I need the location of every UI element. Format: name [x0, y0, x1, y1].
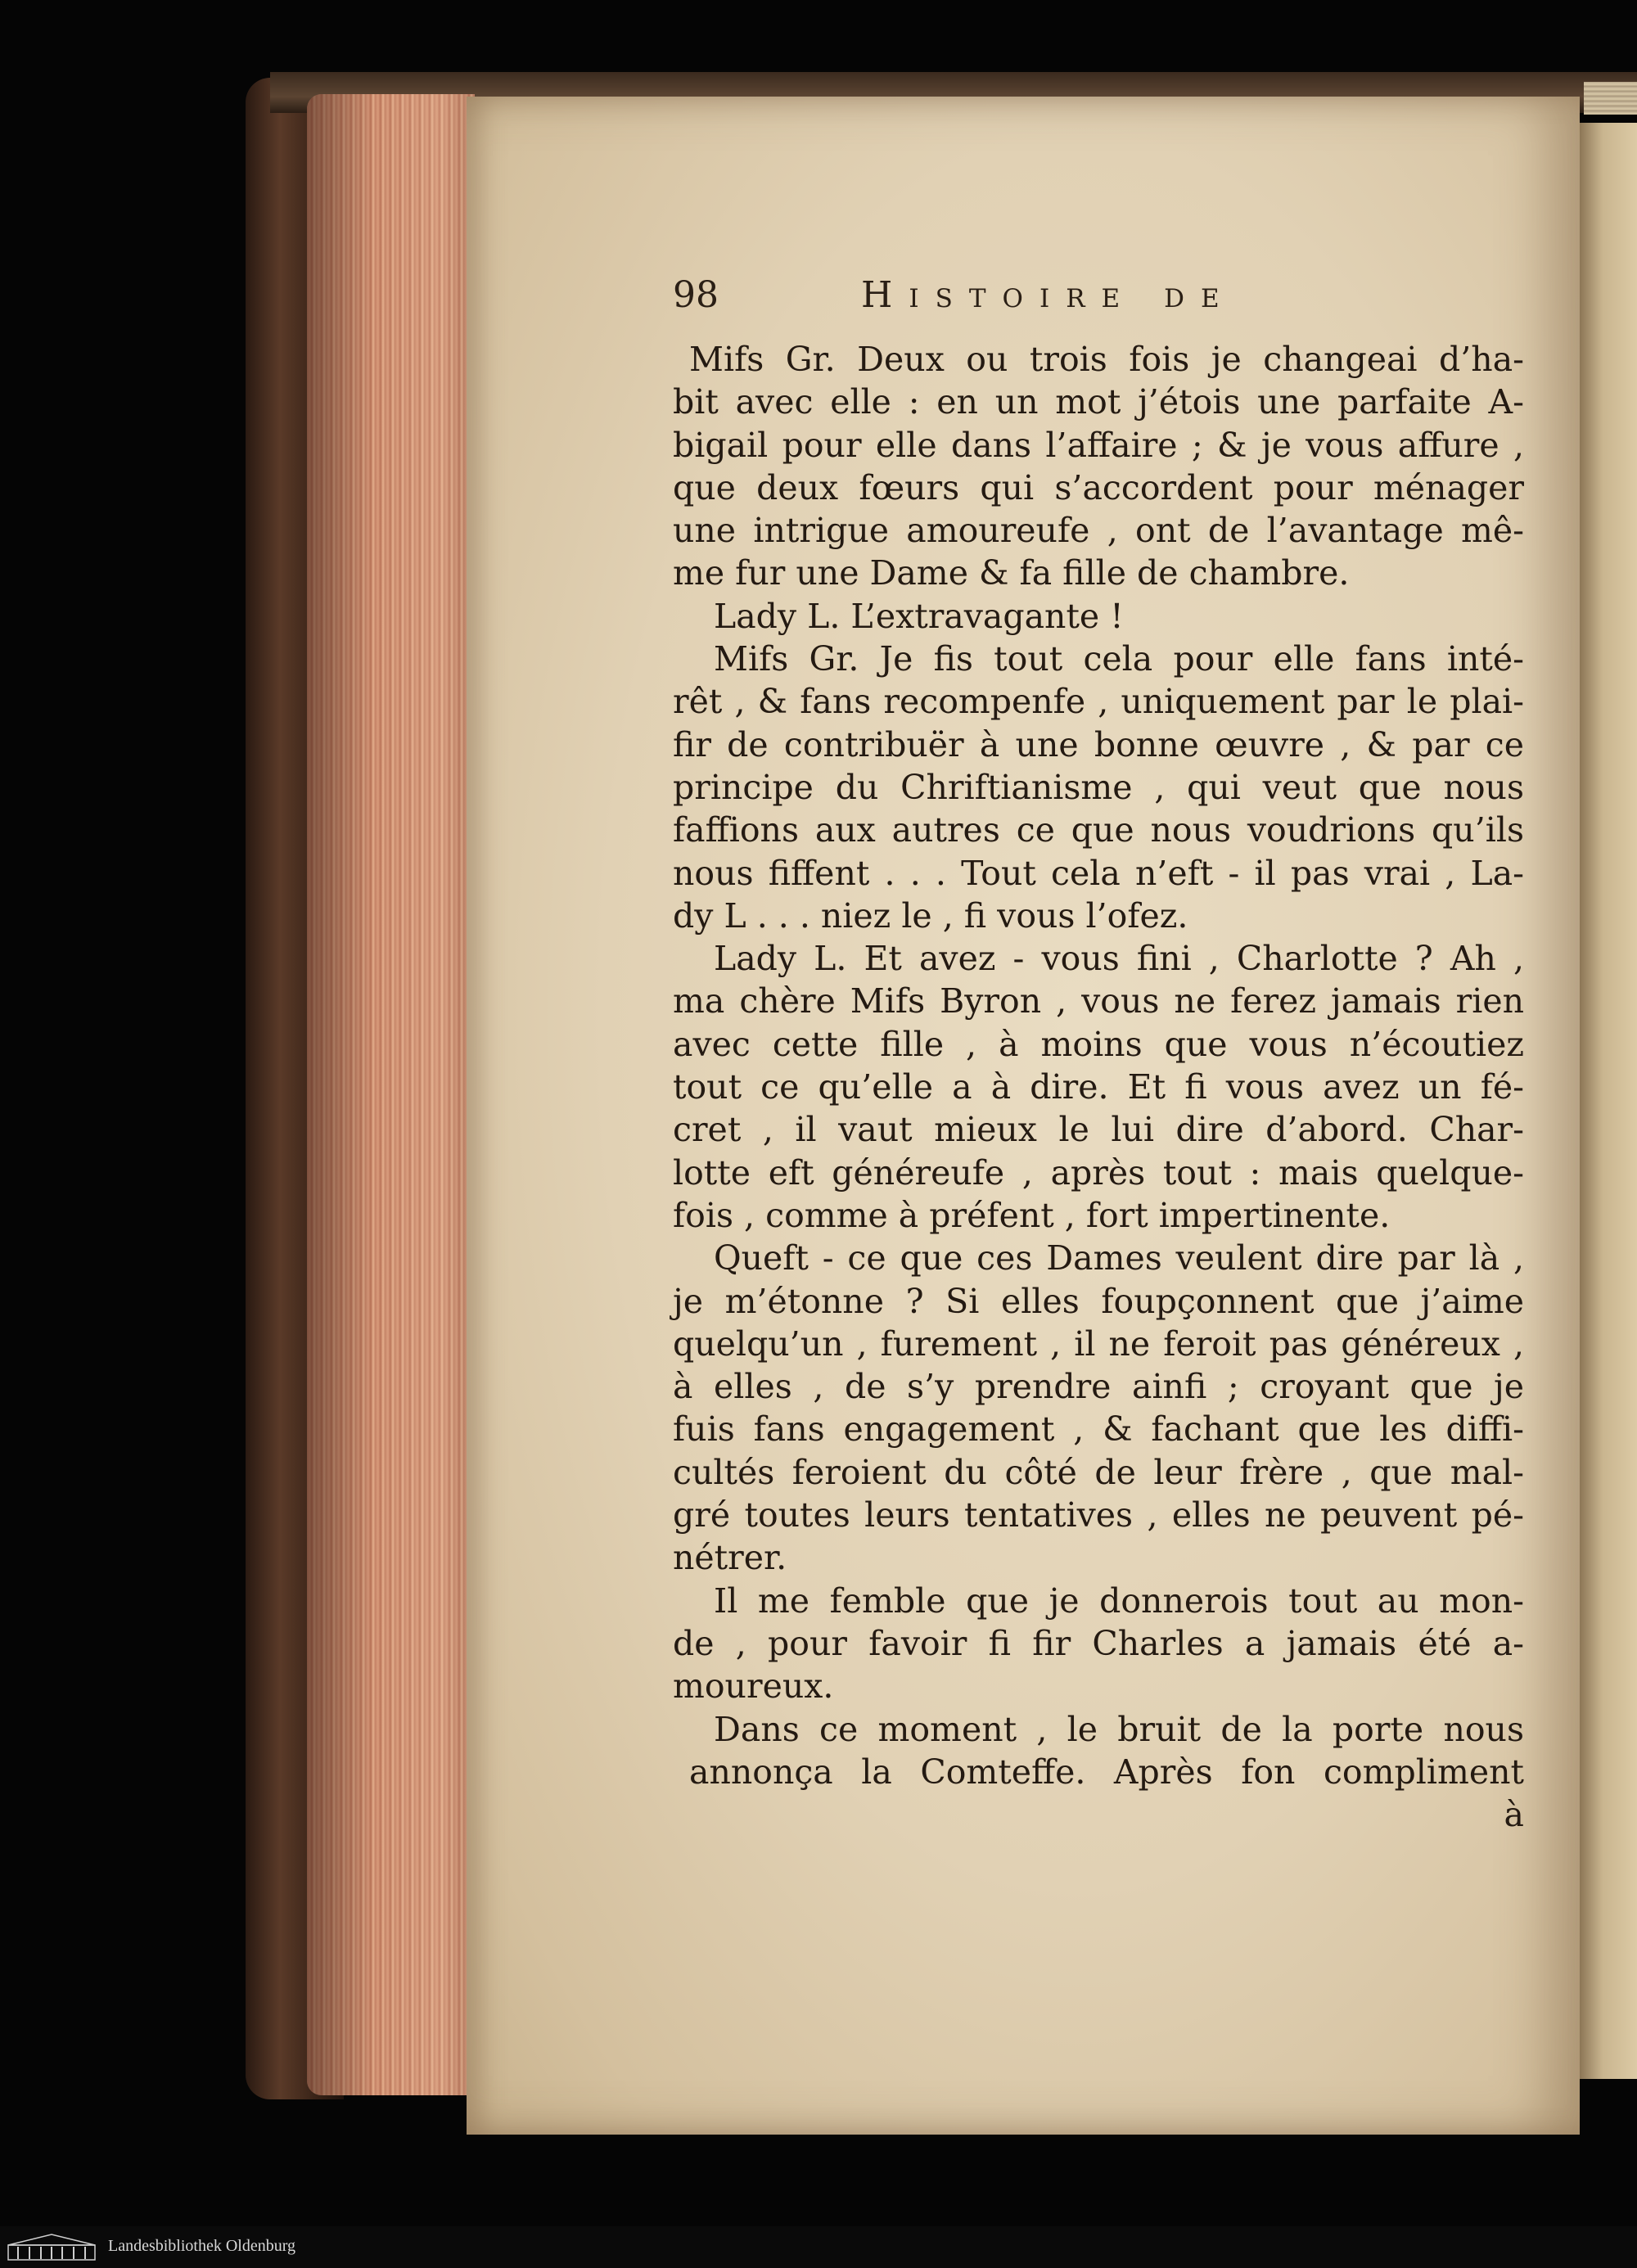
text-line: fois , comme à préfent , fort impertinente.	[673, 1195, 1391, 1235]
text-line: à elles , de s’y prendre ainfi ; croyant que je	[673, 1367, 1524, 1407]
text-line: bigail pour elle dans l’affaire ; & je vous affure ,	[673, 425, 1524, 465]
text-line: tout ce qu’elle a à dire. Et fi vous avez un fé-	[673, 1067, 1524, 1107]
text-line: fir de contribuër à une bonne œuvre , & par ce	[673, 724, 1524, 764]
text-line: gré toutes leurs tentatives , elles ne peuvent pé-	[673, 1495, 1524, 1535]
running-head: Histoire de	[861, 274, 1236, 316]
text-line: quelqu’un , furement , il ne feroit pas généreux ,	[673, 1323, 1524, 1364]
text-line: je m’étonne ? Si elles foupçonnent que j’aime	[673, 1281, 1524, 1321]
text-line: annonça la Comteffe. Après fon compliment	[689, 1752, 1524, 1792]
text-line: Lady L. Et avez - vous fini , Charlotte ? Ah ,	[714, 939, 1524, 979]
text-line: Mifs Gr. Je fis tout cela pour elle fans inté-	[714, 639, 1524, 679]
text-line: lotte eft généreufe , après tout : mais quelque-	[673, 1152, 1524, 1193]
text-line: me fur une Dame & fa fille de chambre.	[673, 553, 1350, 593]
right-page-edges	[1584, 82, 1637, 115]
library-building-icon	[7, 2232, 97, 2261]
text-line: Mifs Gr. Deux ou trois fois je changeai d’ha-	[689, 340, 1524, 379]
text-line: une intrigue amoureufe , ont de l’avantage mê-	[673, 511, 1524, 551]
text-line: Dans ce moment , le bruit de la porte nous	[714, 1709, 1524, 1749]
text-line: cret , il vaut mieux le lui dire d’abord. Char-	[673, 1110, 1524, 1150]
page-number: 98	[673, 274, 719, 316]
text-line: Queft - ce que ces Dames veulent dire par là ,	[714, 1238, 1524, 1278]
text-line: nous fiffent . . . Tout cela n’eft - il pas vrai , La-	[673, 853, 1524, 893]
page-header	[673, 274, 1524, 323]
text-line: Il me femble que je donnerois tout au mon-	[714, 1580, 1524, 1621]
text-line: principe du Chriftianisme , qui veut que nous	[673, 767, 1524, 807]
page-edges-shade	[307, 94, 475, 2095]
page-text	[673, 338, 1524, 1836]
text-line: nétrer.	[673, 1538, 787, 1578]
text-line: bit avec elle : en un mot j’étois une parfaite A-	[673, 382, 1524, 422]
text-line: fuis fans engagement , & fachant que les diffi-	[673, 1409, 1524, 1450]
text-line: rêt , & fans recompenfe , uniquement par le plai-	[673, 682, 1524, 722]
text-line: ma chère Mifs Byron , vous ne ferez jamais rien	[673, 981, 1524, 1021]
text-line: que deux fœurs qui s’accordent pour ménager	[673, 467, 1524, 507]
text-line: Lady L. L’extravagante !	[714, 596, 1124, 636]
text-line: de , pour favoir fi fir Charles a jamais été a-	[673, 1623, 1524, 1663]
text-line: moureux.	[673, 1666, 834, 1707]
text-line: faffions aux autres ce que nous voudrions qu’ils	[673, 810, 1524, 850]
text-line: dy L . . . niez le , fi vous l’ofez.	[673, 895, 1188, 936]
text-line: cultés feroient du côté de leur frère , que mal-	[673, 1452, 1524, 1492]
text-line: avec cette fille , à moins que vous n’écoutiez	[673, 1024, 1524, 1064]
text-line: à	[1504, 1795, 1524, 1835]
library-name: Landesbibliothek Oldenburg	[108, 2237, 296, 2255]
facing-page	[1580, 123, 1637, 2079]
